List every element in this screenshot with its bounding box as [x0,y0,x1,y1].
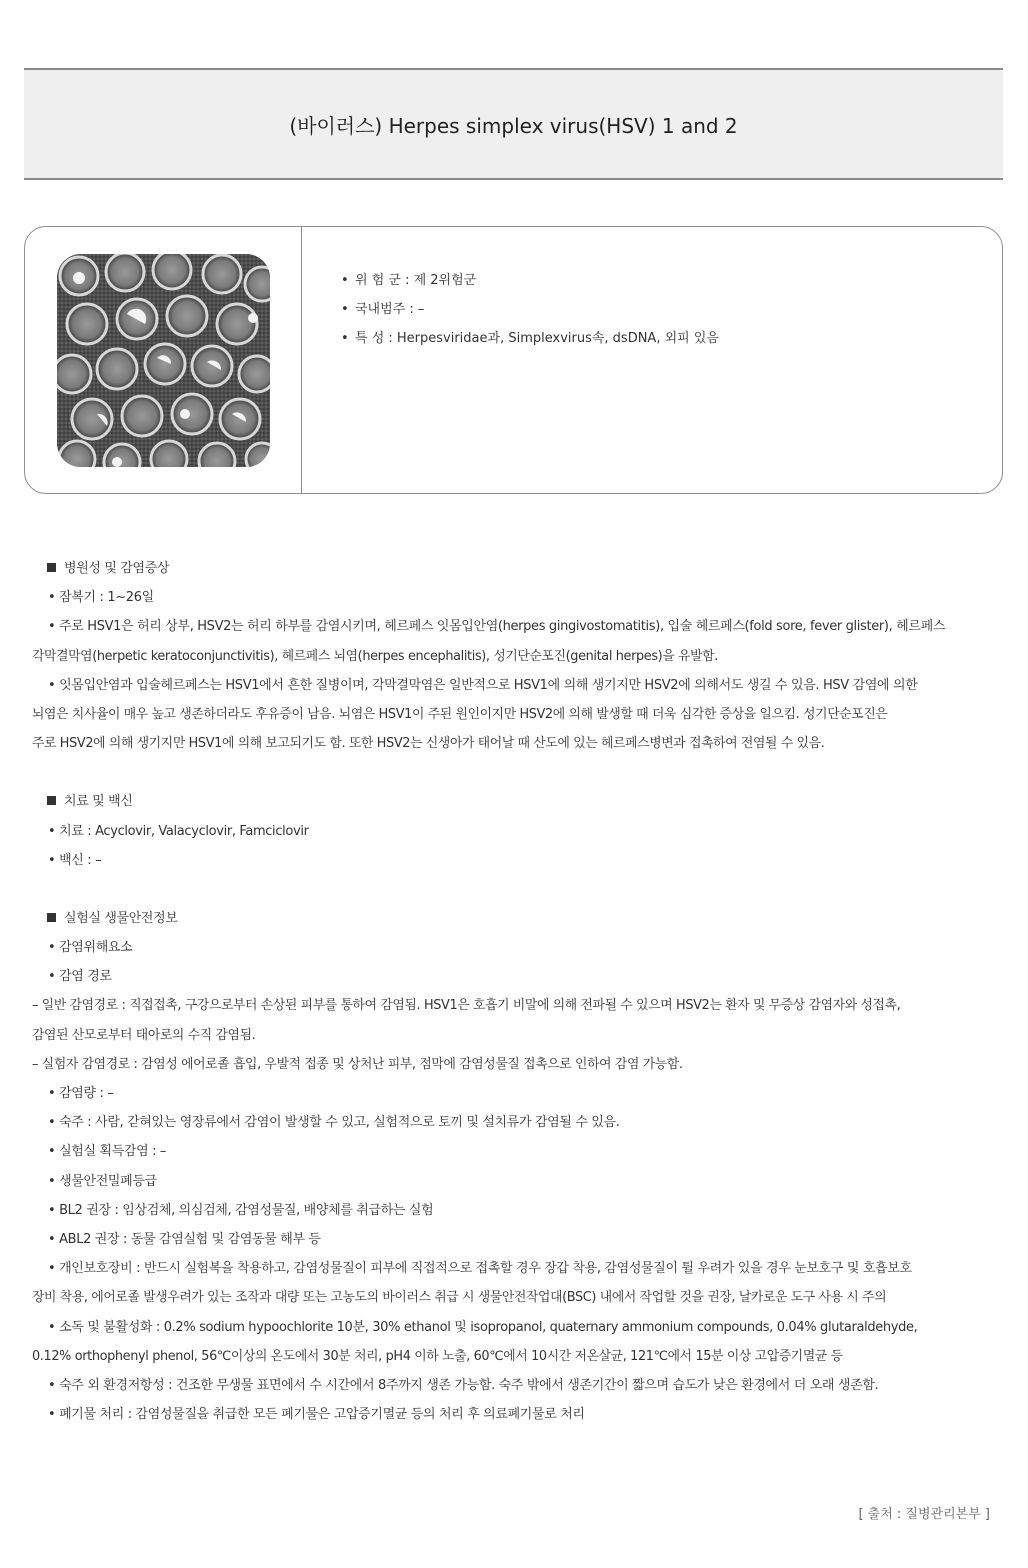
square-bullet-icon [47,796,56,805]
text-line: • 치료 : Acyclovir, Valacyclovir, Famciclovir [48,823,309,839]
text-line: • 잇몸입안염과 입술헤르페스는 HSV1에서 흔한 질병이며, 각막결막염은 일반적으로 HSV1에 의해 생기지만 HSV2에 의해서도 생길 수 있음. HSV 감염에 의한 [48,677,918,693]
summary-item-characteristics: • 특 성 : Herpesviridae과, Simplexvirus속, dsDNA, 외피 있음 [341,331,719,346]
section-heading-pathogenicity: 병원성 및 감염증상 [43,560,1004,589]
text-line: • 감염량 : – [48,1086,114,1101]
text-line: • ABL2 권장 : 동물 감염실험 및 감염동물 해부 등 [48,1231,321,1247]
summary-item-risk-group: • 위 험 군 : 제 2위험군 [341,273,477,288]
text-line: • 주로 HSV1은 허리 상부, HSV2는 허리 하부를 감염시키며, 헤르페스 잇몸입안염(herpes gingivostomatitis), 입술 헤르페스(fold sore, fever glister), 헤르페스 [48,619,945,635]
summary-item-domestic-category: • 국내범주 : – [341,302,425,317]
text-line: 주로 HSV2에 의해 생기지만 HSV1에 의해 보고되기도 함. 또한 HSV2는 신생아가 태어날 때 산도에 있는 헤르페스병변과 접촉하여 전염될 수 있음. [32,736,825,752]
content-body [32,560,1004,1435]
text-line: • 감염위해요소 [48,940,133,956]
virus-micrograph-image [57,254,270,467]
text-line: • 백신 : – [48,852,102,868]
text-line: • 잠복기 : 1~26일 [48,590,154,606]
section-heading-biosafety: 실험실 생물안전정보 [43,910,1004,939]
square-bullet-icon [47,563,56,572]
text-line: 0.12% orthophenyl phenol, 56℃이상의 온도에서 30분 처리, pH4 이하 노출, 60℃에서 10시간 저온살균, 121℃에서 15분 이상 고압증기멸균 등 [32,1348,843,1364]
bullet-icon: • [341,331,349,346]
text-line: • 감염 경로 [48,969,112,985]
summary-box [24,226,1003,494]
square-bullet-icon [47,913,56,922]
text-line: 각막결막염(herpetic keratoconjunctivitis), 헤르페스 뇌염(herpes encephalitis), 성기단순포진(genital herpes)을 유발함. [32,648,718,664]
title-bar [24,68,1003,180]
source-citation: [ 출처 : 질병관리본부 ] [858,1507,990,1522]
text-line: 장비 착용, 에어로졸 발생우려가 있는 조작과 대량 또는 고농도의 바이러스 취급 시 생물안전작업대(BSC) 내에서 작업할 것을 권장, 날카로운 도구 사용 시 주의 [32,1290,887,1306]
page-title: (바이러스) Herpes simplex virus(HSV) 1 and 2 [289,113,738,138]
text-line: – 일반 감염경로 : 직접접촉, 구강으로부터 손상된 피부를 통하여 감염됨. HSV1은 호흡기 비말에 의해 전파될 수 있으며 HSV2는 환자 및 무증상 감염자와 성접촉, [32,998,901,1014]
text-line: 감염된 산모로부터 태아로의 수직 감염됨. [32,1027,256,1043]
text-line: • 개인보호장비 : 반드시 실험복을 착용하고, 감염성물질이 피부에 직접적으로 접촉할 경우 장갑 착용, 감염성물질이 튈 우려가 있을 경우 눈보호구 및 호흡보호 [48,1261,912,1277]
bullet-icon: • [341,302,349,317]
bullet-icon: • [341,273,349,288]
text-line: • 숙주 외 환경저항성 : 건조한 무생물 표면에서 수 시간에서 8주까지 생존 가능함. 숙주 밖에서 생존기간이 짧으며 습도가 낮은 환경에서 더 오래 생존함. [48,1377,879,1393]
summary-list [341,273,719,360]
image-cell [25,227,302,493]
text-line: • 숙주 : 사람, 갇혀있는 영장류에서 감염이 발생할 수 있고, 실험적으로 토끼 및 설치류가 감염될 수 있음. [48,1115,620,1131]
text-line: • BL2 권장 : 임상검체, 의심검체, 감염성물질, 배양체를 취급하는 실험 [48,1202,434,1218]
text-line: • 생물안전밀폐등급 [48,1173,157,1189]
section-heading-treatment: 치료 및 백신 [43,793,1004,822]
text-line: • 실험실 획득감염 : – [48,1144,167,1160]
text-line: • 폐기물 처리 : 감염성물질을 취급한 모든 폐기물은 고압증기멸균 등의 처리 후 의료폐기물로 처리 [48,1407,585,1423]
text-line: 뇌염은 치사율이 매우 높고 생존하더라도 후유증이 남음. 뇌염은 HSV1이 주된 원인이지만 HSV2에 의해 발생할 때 더욱 심각한 증상을 일으킴. 성기단순포진은 [32,706,888,722]
text-line: – 실험자 감염경로 : 감염성 에어로졸 흡입, 우발적 접종 및 상처난 피부, 점막에 감염성물질 접촉으로 인하여 감염 가능함. [32,1056,683,1072]
text-line: • 소독 및 불활성화 : 0.2% sodium hypoochlorite 10분, 30% ethanol 및 isopropanol, quaternary ammonium compounds, 0.04% glutaraldehyde, [48,1319,918,1335]
